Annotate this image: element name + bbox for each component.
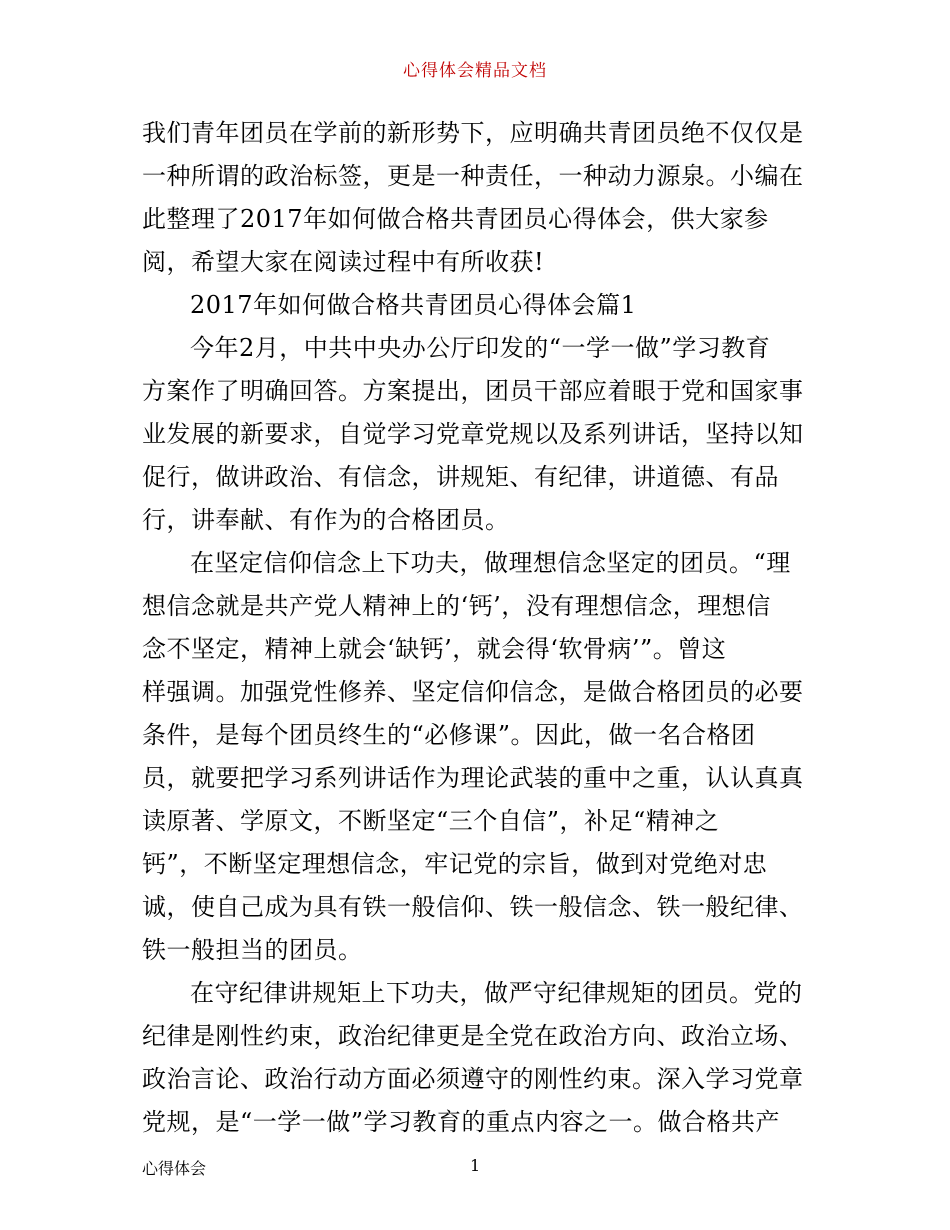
body-text-line: 念不坚定，精神上就会‘缺钙’，就会得‘软骨病’”。曾这 bbox=[142, 635, 727, 663]
body-text-line: 一种所谓的政治标签，更是一种责任，一种动力源泉。小编在 bbox=[142, 162, 804, 190]
footer-label: 心得体会 bbox=[142, 1159, 207, 1178]
body-text-line: 行，讲奉献、有作为的合格团员。 bbox=[142, 506, 510, 534]
body-text-line: 诚，使自己成为具有铁一般信仰、铁一般信念、铁一般纪律、 bbox=[142, 893, 804, 921]
document-body bbox=[142, 112, 822, 1144]
body-text-line: 铁一般担当的团员。 bbox=[142, 936, 363, 964]
body-text-line: 政治言论、政治行动方面必须遵守的刚性约束。深入学习党章 bbox=[142, 1065, 804, 1093]
body-text-line: 员，就要把学习系列讲话作为理论武装的重中之重，认认真真 bbox=[142, 764, 804, 792]
body-text-line: 此整理了2017年如何做合格共青团员心得体会，供大家参 bbox=[142, 205, 769, 233]
body-text-line: 2017年如何做合格共青团员心得体会篇1 bbox=[190, 291, 637, 319]
body-text-line: 我们青年团员在学前的新形势下，应明确共青团员绝不仅仅是 bbox=[142, 119, 804, 147]
body-text-line: 方案作了明确回答。方案提出，团员干部应着眼于党和国家事 bbox=[142, 377, 804, 405]
body-text-line: 今年2月，中共中央办公厅印发的“一学一做”学习教育 bbox=[190, 334, 771, 362]
body-text-line: 在坚定信仰信念上下功夫，做理想信念坚定的团员。“理 bbox=[190, 549, 791, 577]
body-text-line: 促行，做讲政治、有信念，讲规矩、有纪律，讲道德、有品 bbox=[142, 463, 779, 491]
body-text-line: 读原著、学原文，不断坚定“三个自信”，补足“精神之 bbox=[142, 807, 720, 835]
body-text-line: 纪律是刚性约束，政治纪律更是全党在政治方向、政治立场、 bbox=[142, 1022, 804, 1050]
page-number: 1 bbox=[470, 1156, 481, 1175]
body-text-line: 业发展的新要求，自觉学习党章党规以及系列讲话，坚持以知 bbox=[142, 420, 804, 448]
body-text-line: 样强调。加强党性修养、坚定信仰信念，是做合格团员的必要 bbox=[142, 678, 804, 706]
body-text-line: 想信念就是共产党人精神上的‘钙’，没有理想信念，理想信 bbox=[142, 592, 771, 620]
body-text-line: 钙”，不断坚定理想信念，牢记党的宗旨，做到对党绝对忠 bbox=[142, 850, 768, 878]
body-text-line: 条件，是每个团员终生的“必修课”。因此，做一名合格团 bbox=[142, 721, 756, 749]
body-text-line: 在守纪律讲规矩上下功夫，做严守纪律规矩的团员。党的 bbox=[190, 979, 803, 1007]
body-text-line: 党规，是“一学一做”学习教育的重点内容之一。做合格共产 bbox=[142, 1108, 781, 1136]
body-text-line: 阅，希望大家在阅读过程中有所收获! bbox=[142, 248, 545, 276]
page-header-title: 心得体会精品文档 bbox=[403, 61, 547, 81]
